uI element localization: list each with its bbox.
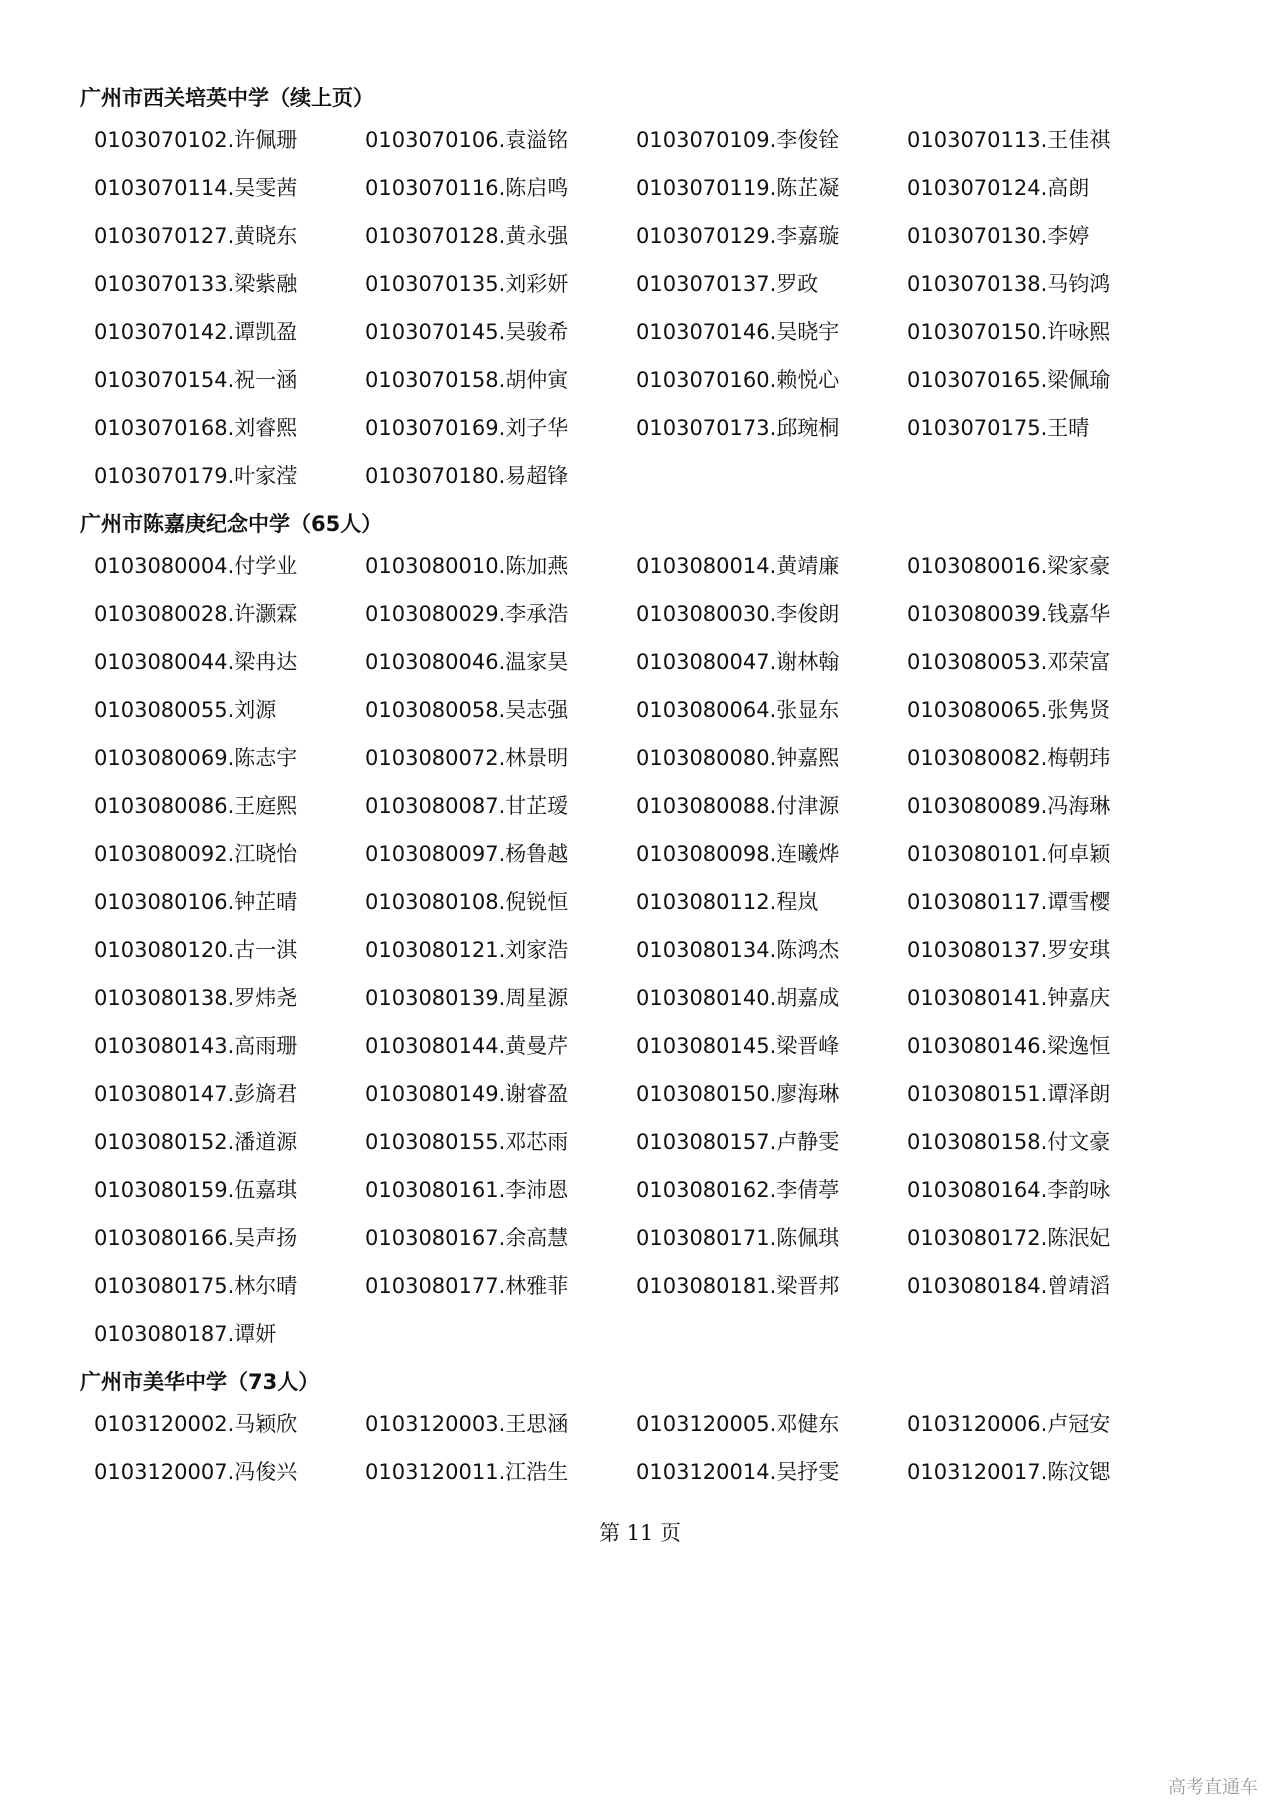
student-entry: 0103080065.张隽贤 xyxy=(907,698,1111,722)
student-entry: 0103080138.罗炜尧 xyxy=(94,986,298,1010)
student-grid xyxy=(80,542,1140,1358)
student-entry: 0103080172.陈泯妃 xyxy=(907,1226,1111,1250)
student-entry: 0103080055.刘源 xyxy=(94,698,277,722)
student-entry: 0103120011.江浩生 xyxy=(365,1460,569,1484)
student-entry: 0103070137.罗政 xyxy=(636,272,819,296)
student-entry: 0103070179.叶家滢 xyxy=(94,464,298,488)
student-entry: 0103080161.李沛恩 xyxy=(365,1178,569,1202)
student-entry: 0103080029.李承浩 xyxy=(365,602,569,626)
student-entry: 0103080184.曾靖滔 xyxy=(907,1274,1111,1298)
student-entry: 0103070130.李婷 xyxy=(907,224,1090,248)
student-entry: 0103080069.陈志宇 xyxy=(94,746,298,770)
student-entry: 0103080139.周星源 xyxy=(365,986,569,1010)
student-entry: 0103080088.付津源 xyxy=(636,794,840,818)
student-entry: 0103070169.刘子华 xyxy=(365,416,569,440)
student-entry: 0103120006.卢冠安 xyxy=(907,1412,1111,1436)
student-entry: 0103080175.林尔晴 xyxy=(94,1274,298,1298)
student-entry: 0103080158.付文豪 xyxy=(907,1130,1111,1154)
student-entry: 0103080152.潘道源 xyxy=(94,1130,298,1154)
student-entry: 0103070133.梁紫融 xyxy=(94,272,298,296)
student-entry: 0103070106.袁溢铭 xyxy=(365,128,569,152)
student-entry: 0103080072.林景明 xyxy=(365,746,569,770)
student-entry: 0103080159.伍嘉琪 xyxy=(94,1178,298,1202)
student-entry: 0103080080.钟嘉熙 xyxy=(636,746,840,770)
student-entry: 0103070145.吴骏希 xyxy=(365,320,569,344)
student-entry: 0103070135.刘彩妍 xyxy=(365,272,569,296)
student-entry: 0103080064.张显东 xyxy=(636,698,840,722)
school-section xyxy=(80,1364,1140,1496)
student-entry: 0103070129.李嘉璇 xyxy=(636,224,840,248)
student-entry: 0103080097.杨鲁越 xyxy=(365,842,569,866)
school-section xyxy=(80,80,1140,500)
student-entry: 0103080166.吴声扬 xyxy=(94,1226,298,1250)
student-entry: 0103080089.冯海琳 xyxy=(907,794,1111,818)
student-entry: 0103070175.王晴 xyxy=(907,416,1090,440)
student-entry: 0103070150.许咏熙 xyxy=(907,320,1111,344)
student-entry: 0103080058.吴志强 xyxy=(365,698,569,722)
student-entry: 0103080155.邓芯雨 xyxy=(365,1130,569,1154)
student-entry: 0103120007.冯俊兴 xyxy=(94,1460,298,1484)
student-entry: 0103080145.梁晋峰 xyxy=(636,1034,840,1058)
student-entry: 0103080121.刘家浩 xyxy=(365,938,569,962)
student-entry: 0103080053.邓荣富 xyxy=(907,650,1111,674)
student-entry: 0103080117.谭雪樱 xyxy=(907,890,1111,914)
student-entry: 0103120002.马颖欣 xyxy=(94,1412,298,1436)
student-entry: 0103070124.高朗 xyxy=(907,176,1090,200)
student-entry: 0103080112.程岚 xyxy=(636,890,819,914)
student-entry: 0103070142.谭凯盈 xyxy=(94,320,298,344)
student-entry: 0103080108.倪锐恒 xyxy=(365,890,569,914)
student-entry: 0103120014.吴抒雯 xyxy=(636,1460,840,1484)
student-entry: 0103070102.许佩珊 xyxy=(94,128,298,152)
section-title: 广州市陈嘉庚纪念中学（65人） xyxy=(80,512,383,536)
student-entry: 0103070173.邱琬桐 xyxy=(636,416,840,440)
student-entry: 0103080106.钟芷晴 xyxy=(94,890,298,914)
student-entry: 0103080004.付学业 xyxy=(94,554,298,578)
student-entry: 0103070113.王佳祺 xyxy=(907,128,1111,152)
section-title: 广州市西关培英中学（续上页） xyxy=(80,86,374,110)
student-entry: 0103080167.余高慧 xyxy=(365,1226,569,1250)
section-title: 广州市美华中学（73人） xyxy=(80,1370,320,1394)
student-entry: 0103070165.梁佩瑜 xyxy=(907,368,1111,392)
student-entry: 0103070116.陈启鸣 xyxy=(365,176,569,200)
student-entry: 0103070138.马钧鸿 xyxy=(907,272,1111,296)
student-entry: 0103080082.梅朝玮 xyxy=(907,746,1111,770)
student-entry: 0103080140.胡嘉成 xyxy=(636,986,840,1010)
student-grid xyxy=(80,1400,1140,1496)
student-entry: 0103080164.李韵咏 xyxy=(907,1178,1111,1202)
student-entry: 0103080149.谢睿盈 xyxy=(365,1082,569,1106)
student-entry: 0103070168.刘睿熙 xyxy=(94,416,298,440)
content-area xyxy=(80,80,1140,1502)
watermark-text: 高考直通车 xyxy=(1168,1777,1258,1798)
student-entry: 0103080086.王庭熙 xyxy=(94,794,298,818)
student-entry: 0103080087.甘芷瑷 xyxy=(365,794,569,818)
student-entry: 0103070180.易超锋 xyxy=(365,464,569,488)
student-entry: 0103070154.祝一涵 xyxy=(94,368,298,392)
student-entry: 0103070158.胡仲寅 xyxy=(365,368,569,392)
student-entry: 0103080143.高雨珊 xyxy=(94,1034,298,1058)
student-entry: 0103080171.陈佩琪 xyxy=(636,1226,840,1250)
student-entry: 0103080092.江晓怡 xyxy=(94,842,298,866)
student-entry: 0103080016.梁家豪 xyxy=(907,554,1111,578)
student-entry: 0103070114.吴雯茜 xyxy=(94,176,298,200)
student-entry: 0103070109.李俊铨 xyxy=(636,128,840,152)
student-entry: 0103070127.黄晓东 xyxy=(94,224,298,248)
student-entry: 0103080010.陈加燕 xyxy=(365,554,569,578)
student-entry: 0103080162.李倩葶 xyxy=(636,1178,840,1202)
student-entry: 0103080141.钟嘉庆 xyxy=(907,986,1111,1010)
student-entry: 0103080101.何卓颖 xyxy=(907,842,1111,866)
student-entry: 0103080144.黄曼芹 xyxy=(365,1034,569,1058)
student-entry: 0103080098.连曦烨 xyxy=(636,842,840,866)
student-entry: 0103080151.谭泽朗 xyxy=(907,1082,1111,1106)
student-entry: 0103080147.彭旖君 xyxy=(94,1082,298,1106)
student-entry: 0103120003.王思涵 xyxy=(365,1412,569,1436)
student-entry: 0103080014.黄靖廉 xyxy=(636,554,840,578)
student-entry: 0103120017.陈汶锶 xyxy=(907,1460,1111,1484)
student-entry: 0103080137.罗安琪 xyxy=(907,938,1111,962)
student-entry: 0103080181.梁晋邦 xyxy=(636,1274,840,1298)
student-entry: 0103120005.邓健东 xyxy=(636,1412,840,1436)
student-entry: 0103080177.林雅菲 xyxy=(365,1274,569,1298)
student-entry: 0103080187.谭妍 xyxy=(94,1322,277,1346)
student-entry: 0103080028.许灏霖 xyxy=(94,602,298,626)
student-entry: 0103080039.钱嘉华 xyxy=(907,602,1111,626)
student-entry: 0103080047.谢林翰 xyxy=(636,650,840,674)
student-entry: 0103080146.梁逸恒 xyxy=(907,1034,1111,1058)
student-entry: 0103070160.赖悦心 xyxy=(636,368,840,392)
student-entry: 0103080120.古一淇 xyxy=(94,938,298,962)
student-entry: 0103080044.梁冉达 xyxy=(94,650,298,674)
student-entry: 0103070119.陈芷凝 xyxy=(636,176,840,200)
student-entry: 0103080046.温家昊 xyxy=(365,650,569,674)
student-entry: 0103070146.吴晓宇 xyxy=(636,320,840,344)
student-entry: 0103080134.陈鸿杰 xyxy=(636,938,840,962)
student-entry: 0103080030.李俊朗 xyxy=(636,602,840,626)
student-grid xyxy=(80,116,1140,500)
student-entry: 0103080150.廖海琳 xyxy=(636,1082,840,1106)
page-number: 第 11 页 xyxy=(598,1521,682,1545)
student-entry: 0103070128.黄永强 xyxy=(365,224,569,248)
school-section xyxy=(80,506,1140,1358)
student-entry: 0103080157.卢静雯 xyxy=(636,1130,840,1154)
